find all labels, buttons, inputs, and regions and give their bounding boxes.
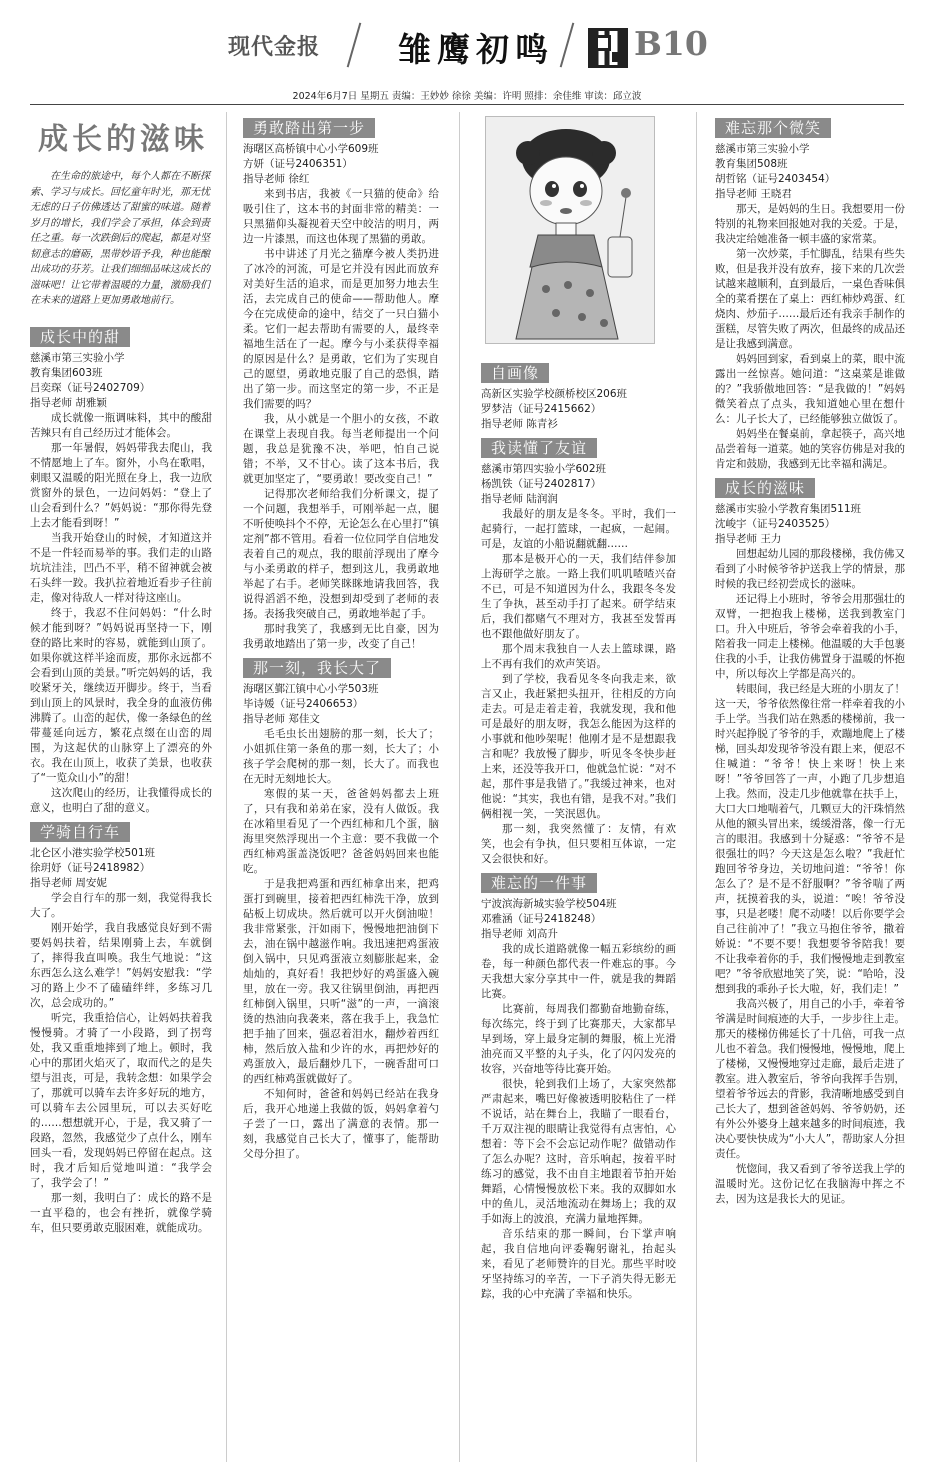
paragraph: 刚开始学，我自我感觉良好到不需要妈妈扶着，结果刚骑上去，车就倒了，摔得我直叫唤。我生气地说：“这东西怎么这么难学！”妈妈安慰我：“学习的路上少不了磕磕绊绊，多练习几次，总会成功的。” — [30, 921, 212, 1009]
article-title: 那一刻，我长大了 — [243, 658, 391, 678]
article-title: 成长的滋味 — [715, 478, 815, 498]
paragraph: 音乐结束的那一瞬间，台下掌声响起，我自信地向评委鞠躬谢礼，抬起头来，看见了老师赞许的目光。那些平时咬牙坚持练习的辛苦，一下子消失得无影无踪，我的心中充满了幸福和快乐。 — [481, 1228, 676, 1300]
paragraph: 比赛前，每周我们都勤奋地勤奋练，每次练完，终于到了比赛那天，大家都早早到场，穿上最身定制的舞服，梳上光滑油亮而又平整的丸子头，化了闪闪发亮的妆容，兴奋地等待比赛开始。 — [481, 1003, 676, 1075]
article — [30, 816, 212, 1236]
article-body — [481, 942, 676, 1302]
paragraph: 还记得上小班时，爷爷会用那强壮的双臂，一把抱我上楼梯，送我到教室门口。升入中班后，爷爷会牵着我的小手，陪着我一同走上楼梯。他温暖的大手包裹住我的小手，让我仿佛置身于温暖的怀抱中，所以每次上学都是高兴的。 — [715, 593, 905, 680]
self-portrait-drawing — [485, 116, 655, 344]
article-body — [30, 411, 212, 816]
paragraph: 回想起幼儿园的那段楼梯，我仿佛又看到了小时候爷爷护送我上学的情景，那时候的我已经初尝成长的滋味。 — [715, 548, 905, 590]
paragraph: 来到书店，我被《一只猫的使命》给吸引住了，这本书的封面非常的精美：一只黑猫仰头凝视着天空中皎洁的明月，两边一片漆黑，而这也体现了黑猫的勇敢。 — [243, 188, 439, 245]
paragraph: 我高兴极了，用自己的小手，牵着爷爷满是时间痕迹的大手，一步步往上走。那天的楼梯仿佛延长了十几倍，可我一点儿也不着急。我们慢慢地，慢慢地，爬上了楼梯，又慢慢地穿过走廊，最后走进了教室。进入教室后，爷爷向我挥手告别，望着爷爷远去的背影，我清晰地感受到自己长大了，想到爸爸妈妈、爷爷奶奶，还有外公外婆身上越来越多的时间痕迹，我决心要快快成为“小大人”，帮助家人分担责任。 — [715, 998, 905, 1160]
header-rule — [30, 104, 904, 105]
author: 杨凯铁（证号2402817） — [481, 478, 602, 490]
school: 慈溪市第四实验小学602班 — [481, 463, 607, 475]
column-divider — [696, 112, 697, 1462]
author: 胡哲铭（证号2403454） — [715, 173, 836, 185]
article — [243, 112, 439, 652]
author: 吕奕琛（证号2402709） — [30, 381, 151, 394]
image-caption-title: 自画像 — [481, 363, 549, 383]
article-title: 成长中的甜 — [30, 327, 130, 347]
article-body — [715, 202, 905, 472]
intro-text: 在生命的旅途中，每个人都在不断探索、学习与成长。回忆童年时光，那无忧无虑的日子仿佛透达了甜蜜的味道。随着岁月的增长，我们学会了承担，体会到责任之重。每一次跌倒后的爬起，都是对坚韧意志的磨砺，黑带妙语予我，种也能酿出成功的芬芳。让我们细细品味这成长的滋味吧！让它带着温暖的力量，激励我们在未来的道路上更加勇敢地前行。 — [30, 171, 210, 306]
paragraph: 我最好的朋友是冬冬。平时，我们一起骑行，一起打篮球，一起疯，一起闹。可是，友谊的小船说翻就翻…… — [481, 508, 676, 550]
paragraph: 那一年暑假，妈妈带我去爬山，我不情愿地上了车。窗外，小鸟在歌唱，刺眼又温暖的阳光照在身上，我一边欣赏窗外的景色，一边问妈妈：“登上了山会看到什么？”妈妈说：“那你得先登上去才能看到呀！” — [30, 441, 212, 529]
paragraph: 终于，我忍不住问妈妈：“什么时候才能到呀？”妈妈说再坚持一下，刚登的路比来时的容易，就能到山顶了。如果你就这样半途而废，那你永远都不会看到山顶的美景。”听完妈妈的话，我咬紧牙关，继续迈开脚步。终于，当看到山顶上的风景时，我全身的血液仿佛沸腾了。山峦的起伏，像一条绿色的丝带蔓延向远方，繁花点缀在山峦的周围，为这起伏的山脉穿上了漂亮的外衣。我在山顶上，收获了美景，也收获了“一览众山小”的甜！ — [30, 606, 212, 784]
paragraph: 那一刻，我明白了：成长的路不是一直平稳的，也会有挫折，就像学骑车，但只要勇敢克服困难，就能成功。 — [30, 1191, 212, 1234]
author: 沈峻宇（证号2403525） — [715, 518, 836, 530]
column-divider — [226, 112, 227, 1462]
column-1 — [30, 112, 212, 1472]
article-title: 难忘那个微笑 — [715, 118, 831, 138]
header-divider — [347, 23, 362, 68]
article — [481, 867, 676, 1302]
school: 慈溪市第三实验小学 — [715, 143, 810, 155]
column-3 — [481, 112, 676, 1472]
paragraph: 听完，我重拾信心，让妈妈扶着我慢慢骑。才骑了一小段路，到了拐弯处，我又重重地摔到了地上。顿时，我心中的那团火焰灭了，取而代之的是失望与沮丧，可是，我转念想：如果学会了，那就可以骑车去许多好玩的地方，可以骑车去公园里玩，可以去买好吃的……想想就开心，于是，我又骑了一段路，忽然，我感觉少了点什么，刚车回头一看，发现妈妈已停留在起点。这时，我才后知后觉地叫道：“我学会了，我学会了！” — [30, 1011, 212, 1189]
column-divider — [459, 112, 460, 1462]
article — [715, 112, 905, 472]
author: 毕诗媛（证号2406653） — [243, 698, 364, 710]
paragraph: 当我开始登山的时候，才知道这并不是一件轻而易举的事。我们走的山路坑坑洼洼，凹凸不平，稍不留神就会被石头绊一跤。我扒拉着地近看步子往前走，像对待敌人一样对待这座山。 — [30, 531, 212, 604]
article-body — [715, 547, 905, 1207]
school: 海曙区鄞江镇中心小学503班 — [243, 683, 379, 695]
paragraph: 毛毛虫长出翅膀的那一刻，长大了；小姐抓住第一条鱼的那一刻，长大了；小孩子学会爬树的那一刻，长大了。而我也在无时无刻地长大。 — [243, 728, 439, 785]
paragraph: 第一次炒菜，手忙脚乱，结果有些失败，但是我并没有放弃，接下来的几次尝试越来越顺利，直到最后，一桌色香味俱全的菜肴摆在了桌上：西红柿炒鸡蛋、红烧肉、炒茄子……最后还有我亲手制作的蛋糕，尽管失败了两次，但最终的成品还是让我感到满意。 — [715, 248, 905, 350]
paragraph: 妈妈回到家，看到桌上的菜，眼中流露出一丝惊喜。她问道：“这桌菜是谁做的？”我骄傲地回答：“是我做的！”妈妈微笑着点了点头，我知道她心里在想什么：儿子长大了，已经能够独立做饭了。 — [715, 353, 905, 425]
paragraph: 那本是极开心的一天，我们结伴参加上海研学之旅。一路上我们叽叽喳喳兴奋不已，可是不知道因为什么，我跟冬冬发生了争执，甚至动手打了起来。研学结束后，我们都赌气不理对方，我甚至发誓再也不跟他做好朋友了。 — [481, 553, 676, 640]
paragraph: 这次爬山的经历，让我懂得成长的意义，也明白了甜的意义。 — [30, 786, 212, 814]
paragraph: 到了学校，我看见冬冬向我走来，欲言又止，我赶紧把头扭开，往相反的方向走去。可是走着走着，我就发现，我和他可是最好的朋友呀，我怎么能因为这样的小事就和他吵架呢！他刚才是不是想跟我言和呢？我放慢了脚步，听见冬冬快步赶上来，还没等我开口，他就急忙说：“对不起，那件事是我错了。”我缓过神来，也对他说：“其实，我也有错，是我不对。”我们俩相视一笑，一笑泯恩仇。 — [481, 673, 676, 820]
teacher: 指导老师 王力 — [715, 533, 782, 545]
school-group: 教育集团508班 — [715, 158, 788, 170]
column-4 — [715, 112, 905, 1472]
school: 北仑区小港实验学校501班 — [30, 846, 156, 859]
article — [715, 472, 905, 1207]
qr-code-icon — [588, 28, 628, 68]
paragraph: 记得那次老师给我们分析课文，提了一个问题，我想举手，可刚举起一点，腿不听使唤抖个不停，无论怎么在心里打“镇定剂”都不管用。看着一位位同学自信地发表着自己的观点，我的眼前浮现出了摩今与小柔勇敢的样子，想到这儿，我勇敢地举起了右手。老师笑眯眯地请我回答，我说得滔滔不绝，没想到却受到了老师的表扬。表扬我突破自己，勇敢地举起了手。 — [243, 488, 439, 620]
section-title: 雏鹰初鸣 — [398, 30, 554, 69]
paragraph: 转眼间，我已经是大班的小朋友了！这一天，爷爷依然像往常一样牵着我的小手上学。当我们站在熟悉的楼梯前，我一时兴起挣脱了爷爷的手，欢蹦地爬上了楼梯，回头却发现爷爷没有跟上来，便忍不住喊道：“爷爷！快上来呀！快上来呀！”爷爷回答了一声，小跑了几步想追上我。然而，没走几步他就靠在扶手上，大口大口地喘着气，几颗豆大的汗珠悄然从他的额头冒出来，缓缓滑落，像一行无言的眼泪。我感到十分疑惑：“爷爷不是很强壮的吗？今天这是怎么啦？”我赶忙跑回爷爷身边，关切地问道：“爷爷！你怎么了？是不是不舒服啊？”爷爷喘了两声，抚摸着我的头，说道：“唉！爷爷没事，只是老喽！爬不动喽！以后你要学会自己往前冲了！”我立马抱住爷爷，撒着娇说：“不要不要！我想要爷爷陪我！要不让我牵着你的手，我们慢慢地走到教室吧？”爷爷欣慰地笑了笑，说：“哈哈，没想到我的乖孙子长大啦，好，我们走！” — [715, 683, 905, 995]
paragraph: 那时我笑了，我感到无比自豪，因为我勇敢地踏出了第一步，改变了自己！ — [243, 623, 439, 650]
teacher: 指导老师 周安妮 — [30, 876, 107, 889]
article-body — [243, 727, 439, 1162]
school: 慈溪市实验小学教育集团511班 — [715, 503, 862, 515]
paragraph: 那个周末我独自一人去上篮球课，路上不再有我们的欢声笑语。 — [481, 643, 676, 670]
teacher: 指导老师 陆润润 — [481, 493, 558, 505]
newspaper-name: 现代金报 — [228, 34, 321, 60]
article — [481, 432, 676, 867]
teacher: 指导老师 徐红 — [243, 173, 310, 185]
teacher: 指导老师 胡雅颖 — [30, 396, 107, 409]
teacher: 指导老师 郑佳文 — [243, 713, 320, 725]
teacher: 指导老师 王晓君 — [715, 188, 792, 200]
author: 方妍（证号2406351） — [243, 158, 353, 170]
article — [30, 321, 212, 816]
page-number: B10 — [634, 24, 708, 63]
article-title: 学骑自行车 — [30, 822, 130, 842]
school: 宁波滨海新城实验学校504班 — [481, 898, 617, 910]
paragraph: 书中讲述了月光之猫摩今被人类扔进了冰冷的河流，可是它并没有因此而放弃对美好生活的追求，而是更加努力地去生活，去完成自己的使命——帮助他人。摩今在完成使命的途中，结交了一只白猫小柔。它们一起去帮助有需要的人，最终幸福地生活在了一起。摩今与小柔获得幸福的原因是什么？是勇敢，它们为了实现自己的愿望，勇敢地克服了自己的恐惧，踏出了第一步。而这坚定的第一步，不正是我们需要的吗？ — [243, 248, 439, 410]
page-header — [0, 0, 934, 86]
article — [243, 652, 439, 1162]
paragraph: 学会自行车的那一刻，我觉得我长大了。 — [30, 891, 212, 919]
paragraph: 我，从小就是一个胆小的女孩，不敢在课堂上表现自我。每当老师提出一个问题，我总是犹豫不决，举吧，怕自己说错；不举，又不甘心。读了这本书后，我就更加坚定了，“要勇敢！要改变自己！” — [243, 413, 439, 485]
article-title: 勇敢踏出第一步 — [243, 118, 375, 138]
header-divider — [560, 23, 575, 68]
school: 慈溪市第三实验小学 — [30, 351, 125, 364]
teacher: 指导老师 陈青衫 — [481, 418, 558, 430]
paragraph: 我的成长道路就像一幅五彩缤纷的画卷，每一种颜色都代表一件难忘的事。今天我想大家分享其中一件，就是我的舞蹈比赛。 — [481, 943, 676, 1000]
author: 罗梦洁（证号2415662） — [481, 403, 602, 415]
paragraph: 不知何时，爸爸和妈妈已经站在我身后，我开心地递上我做的饭，妈妈拿着勺子尝了一口，露出了满意的表情。那一刻，我感觉自己长大了，懂事了，能帮助父母分担了。 — [243, 1088, 439, 1160]
author: 徐玥妤（证号2418982） — [30, 861, 151, 874]
page-theme-title: 成长的滋味 — [38, 122, 208, 157]
school-group: 教育集团603班 — [30, 366, 103, 379]
paragraph: 于是我把鸡蛋和西红柿拿出来，把鸡蛋打到碗里，接着把西红柿洗干净，放到砧板上切成块。然后就可以开火倒油啦！我非常紧张，汗如雨下，慢慢地把油倒下去，油在锅中越滋作响。我迅速把鸡蛋液倒入锅中，只见鸡蛋液立刻膨胀起来，金灿灿的，真好看！我把炒好的鸡蛋盛入碗里，放在一旁。我又往锅里倒油，再把西红柿倒入锅里，只听“滋”的一声，一滴滚烫的热油向我袭来，落在我手上，我急忙把手抽了回来，强忍着泪水，翻炒着西红柿，然后放入盐和少许的水，再把炒好的鸡蛋放入，最后翻炒几下，一碗香甜可口的西红柿鸡蛋就做好了。 — [243, 878, 439, 1085]
paragraph: 很快，轮到我们上场了，大家突然都严肃起来，嘴巴好像被透明胶粘住了一样不说话，站在舞台上，我瞄了一眼看台，千万双注视的眼睛让我觉得有点害怕，心想着：等下会不会忘记动作呢？做错动作了怎么办呢？这时，音乐响起，按着平时练习的感觉，我不由自主地跟着节拍开始舞蹈，心情慢慢放松下来。我的双脚如水中的鱼儿，灵活地流动在舞场上；我的双手如海上的波浪，充满力量地挥舞。 — [481, 1078, 676, 1225]
article-title: 难忘的一件事 — [481, 873, 597, 893]
article-title: 我读懂了友谊 — [481, 438, 597, 458]
article-body — [481, 507, 676, 867]
article-body — [243, 187, 439, 652]
paragraph: 那天，是妈妈的生日。我想要用一份特别的礼物来回报她对我的关爱。于是，我决定给她准备一顿丰盛的家常菜。 — [715, 203, 905, 245]
column-2 — [243, 112, 439, 1472]
dateline: 2024年6月7日 星期五 责编：王妙妙 徐徐 美编：许明 照排：余佳维 审读：邱立波 — [292, 91, 642, 102]
paragraph: 成长就像一瓶调味料，其中的酸甜苦辣只有自己经历过才能体会。 — [30, 411, 212, 439]
article-body — [30, 891, 212, 1236]
school: 海曙区高桥镇中心小学609班 — [243, 143, 379, 155]
paragraph: 妈妈坐在餐桌前，拿起筷子，高兴地品尝着每一道菜。她的笑容仿佛是对我的肯定和鼓励，我感到无比幸福和满足。 — [715, 428, 905, 470]
school: 高新区实验学校颜桥校区206班 — [481, 388, 628, 400]
paragraph: 寒假的某一天，爸爸妈妈都去上班了，只有我和弟弟在家，没有人做饭。我在冰箱里看见了一个西红柿和几个蛋，脑海里突然浮现出一个主意：要不我做一个西红柿鸡蛋盖浇饭吧？爸爸妈妈回来也能吃。 — [243, 788, 439, 875]
author: 邓雅涵（证号2418248） — [481, 913, 602, 925]
teacher: 指导老师 刘高升 — [481, 928, 558, 940]
paragraph: 那一刻，我突然懂了：友情，有欢笑，也会有争执，但只要相互体谅，一定又会很快和好。 — [481, 823, 676, 865]
paragraph: 恍惚间，我又看到了爷爷送我上学的温暖时光。这份记忆在我脑海中挥之不去，因为这是我长大的见证。 — [715, 1163, 905, 1205]
